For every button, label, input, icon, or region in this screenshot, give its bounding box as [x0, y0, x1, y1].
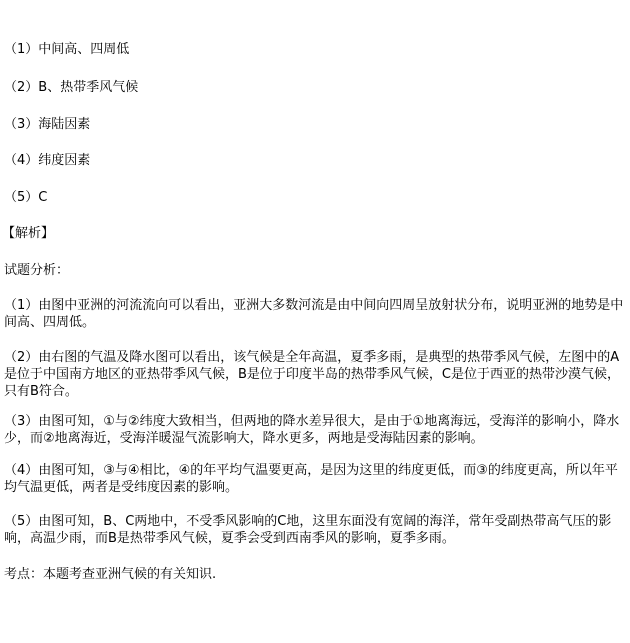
- analysis-intro: 试题分析：: [4, 263, 70, 278]
- analysis-paragraph-3: （3）由图可知，①与②纬度大致相当，但两地的降水差异很大，是由于①地离海远，受海洋的影响小，降水少，而②地离海近，受海洋暖湿气流影响大，降水更多，两地是受海陆因素的影响。: [4, 414, 620, 446]
- analysis-heading: 【解析】: [2, 226, 55, 241]
- analysis-paragraph-5: （5）由图可知，B、C两地中，不受季风影响的C地，这里东面没有宽阔的海洋，常年受副热带高气压的影响，高温少雨，而B是热带季风气候，夏季会受到西南季风的影响，夏季多雨。: [4, 514, 612, 546]
- analysis-paragraph-1: （1）由图中亚洲的河流流向可以看出，亚洲大多数河流是由中间向四周呈放射状分布，说明亚洲的地势是中间高、四周低。: [4, 298, 624, 330]
- answer-4: （4）纬度因素: [4, 153, 91, 168]
- answer-2: （2）B、热带季风气候: [4, 80, 139, 95]
- key-point: 考点：本题考查亚洲气候的有关知识.: [4, 567, 217, 582]
- answer-5: （5）C: [4, 190, 48, 205]
- answer-3: （3）海陆因素: [4, 117, 91, 132]
- analysis-paragraph-2: （2）由右图的气温及降水图可以看出，该气候是全年高温，夏季多雨，是典型的热带季风气候，左图中的A是位于中国南方地区的亚热带季风气候，B是位于印度半岛的热带季风气候，C是位于西亚的热带沙漠气候，只有B符合。: [4, 350, 620, 399]
- analysis-paragraph-4: （4）由图可知，③与④相比，④的年平均气温要更高，是因为这里的纬度更低，而③的纬度更高，所以年平均气温更低，两者是受纬度因素的影响。: [4, 463, 618, 495]
- answer-1: （1）中间高、四周低: [4, 42, 130, 57]
